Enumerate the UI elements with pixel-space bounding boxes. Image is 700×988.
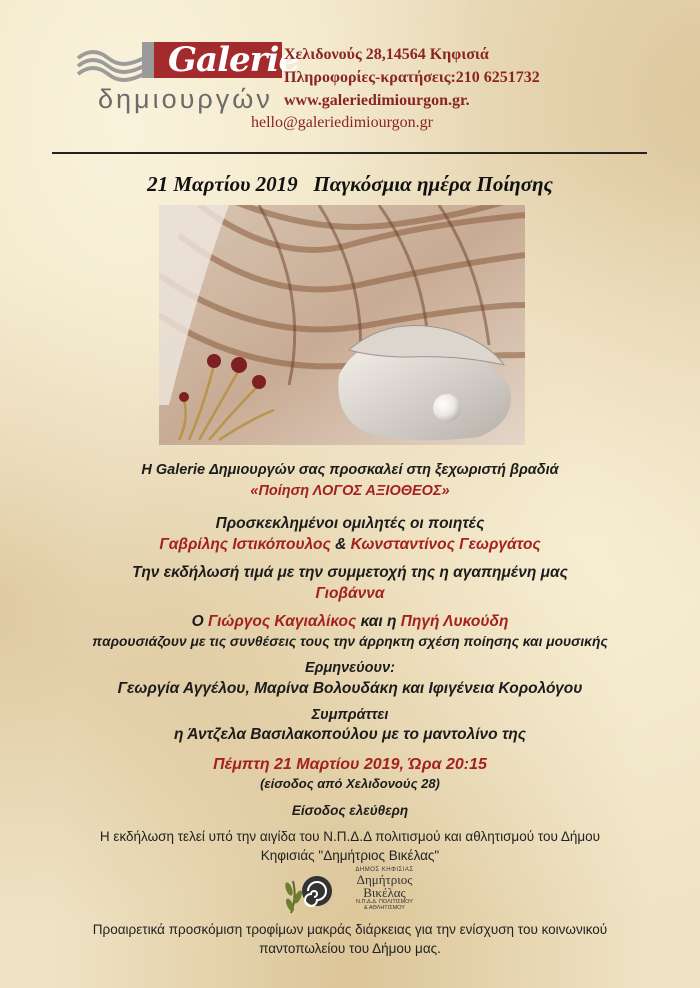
email-link[interactable]: hello@galeriedimiourgon.gr	[251, 114, 433, 131]
speaker-1: Γαβρίλης Ιστικόπουλος	[159, 536, 331, 553]
article-o: Ο	[191, 613, 204, 630]
note-line-2: παντοπωλείου του Δήμου μας.	[259, 941, 441, 956]
website-link[interactable]: www.galeriedimiourgon.gr.	[284, 92, 470, 109]
galerie-logo	[76, 40, 300, 122]
honor-name: Γιοβάννα	[315, 585, 385, 602]
logo-subtitle: δημιουργών	[98, 84, 273, 114]
auspices-line-1: Η εκδήλωση τελεί υπό την αιγίδα του Ν.Π.Δ.Δ πολιτισμού και αθλητισμού του Δήμου	[99, 829, 601, 844]
ampersand: &	[335, 536, 347, 553]
sponsor-sub-1: Ν.Π.Δ.Δ. ΠΟΛΙΤΙΣΜΟΥ	[356, 899, 413, 905]
logo-word: Galerie	[168, 40, 300, 80]
musicians-line	[0, 613, 700, 631]
performers: Γεωργία Αγγέλου, Μαρίνα Βολουδάκη και Ιφιγένεια Κορολόγου	[117, 680, 583, 697]
address: Χελιδονούς 28,14564 Κηφισιά	[284, 46, 489, 63]
music-description: παρουσιάζουν με τις συνθέσεις τους την άρρηκτη σχέση ποίησης και μουσικής	[92, 634, 608, 649]
sponsor-name-1: Δημήτριος	[356, 872, 413, 887]
page-title	[0, 172, 700, 197]
sponsor-small: ΔΗΜΟΣ ΚΗΦΙΣΙΑΣ	[355, 867, 414, 873]
and-text: και η	[360, 613, 397, 630]
wave-logo-icon	[76, 44, 146, 84]
phone-info: Πληροφορίες-κρατήσεις:210 6251732	[284, 69, 540, 86]
note-line-1: Προαιρετικά προσκόμιση τροφίμων μακράς διάρκειας για την ενίσχυση του κοινωνικού	[92, 922, 608, 937]
honor-line: Την εκδήλωσή τιμά με την συμμετοχή της η αγαπημένη μας	[132, 564, 568, 581]
headline-title: Παγκόσμια ημέρα Ποίησης	[313, 172, 553, 196]
shell-pearl-image	[159, 205, 525, 445]
event-datetime: Πέμπτη 21 Μαρτίου 2019, Ώρα 20:15	[213, 756, 487, 773]
event-name: «Ποίηση ΛΟΓΟΣ ΑΞΙΟΘΕΟΣ»	[250, 483, 450, 499]
logo-red-box	[142, 40, 300, 80]
divider	[52, 152, 647, 154]
collab-label: Συμπράττει	[311, 707, 389, 723]
entrance-note: (είσοδος από Χελιδονούς 28)	[260, 776, 440, 791]
headline-date: 21 Μαρτίου 2019	[147, 172, 298, 196]
speakers-line	[0, 536, 700, 554]
sponsor-sub-2: & ΑΘΛΗΤΙΣΜΟΥ	[364, 905, 405, 911]
musician-1: Γιώργος Καγιαλίκος	[207, 613, 357, 630]
performers-label: Ερμηνεύουν:	[305, 660, 395, 676]
collab: η Άντζελα Βασιλακοπούλου με το μαντολίνο της	[174, 726, 526, 743]
intro-text: Η Galerie Δημιουργών σας προσκαλεί στη ξεχωριστή βραδιά	[141, 462, 559, 478]
sponsor-name-2: Βικέλας	[363, 885, 406, 900]
speaker-2: Κωνσταντίνος Γεωργάτος	[350, 536, 541, 553]
auspices-line-2: Κηφισιάς "Δημήτριος Βικέλας"	[260, 848, 440, 863]
free-entry: Είσοδος ελεύθερη	[291, 803, 409, 818]
musician-2: Πηγή Λυκούδη	[400, 613, 509, 630]
speakers-intro: Προσκεκλημένοι ομιλητές οι ποιητές	[215, 515, 485, 532]
vikelas-logo	[283, 867, 428, 917]
